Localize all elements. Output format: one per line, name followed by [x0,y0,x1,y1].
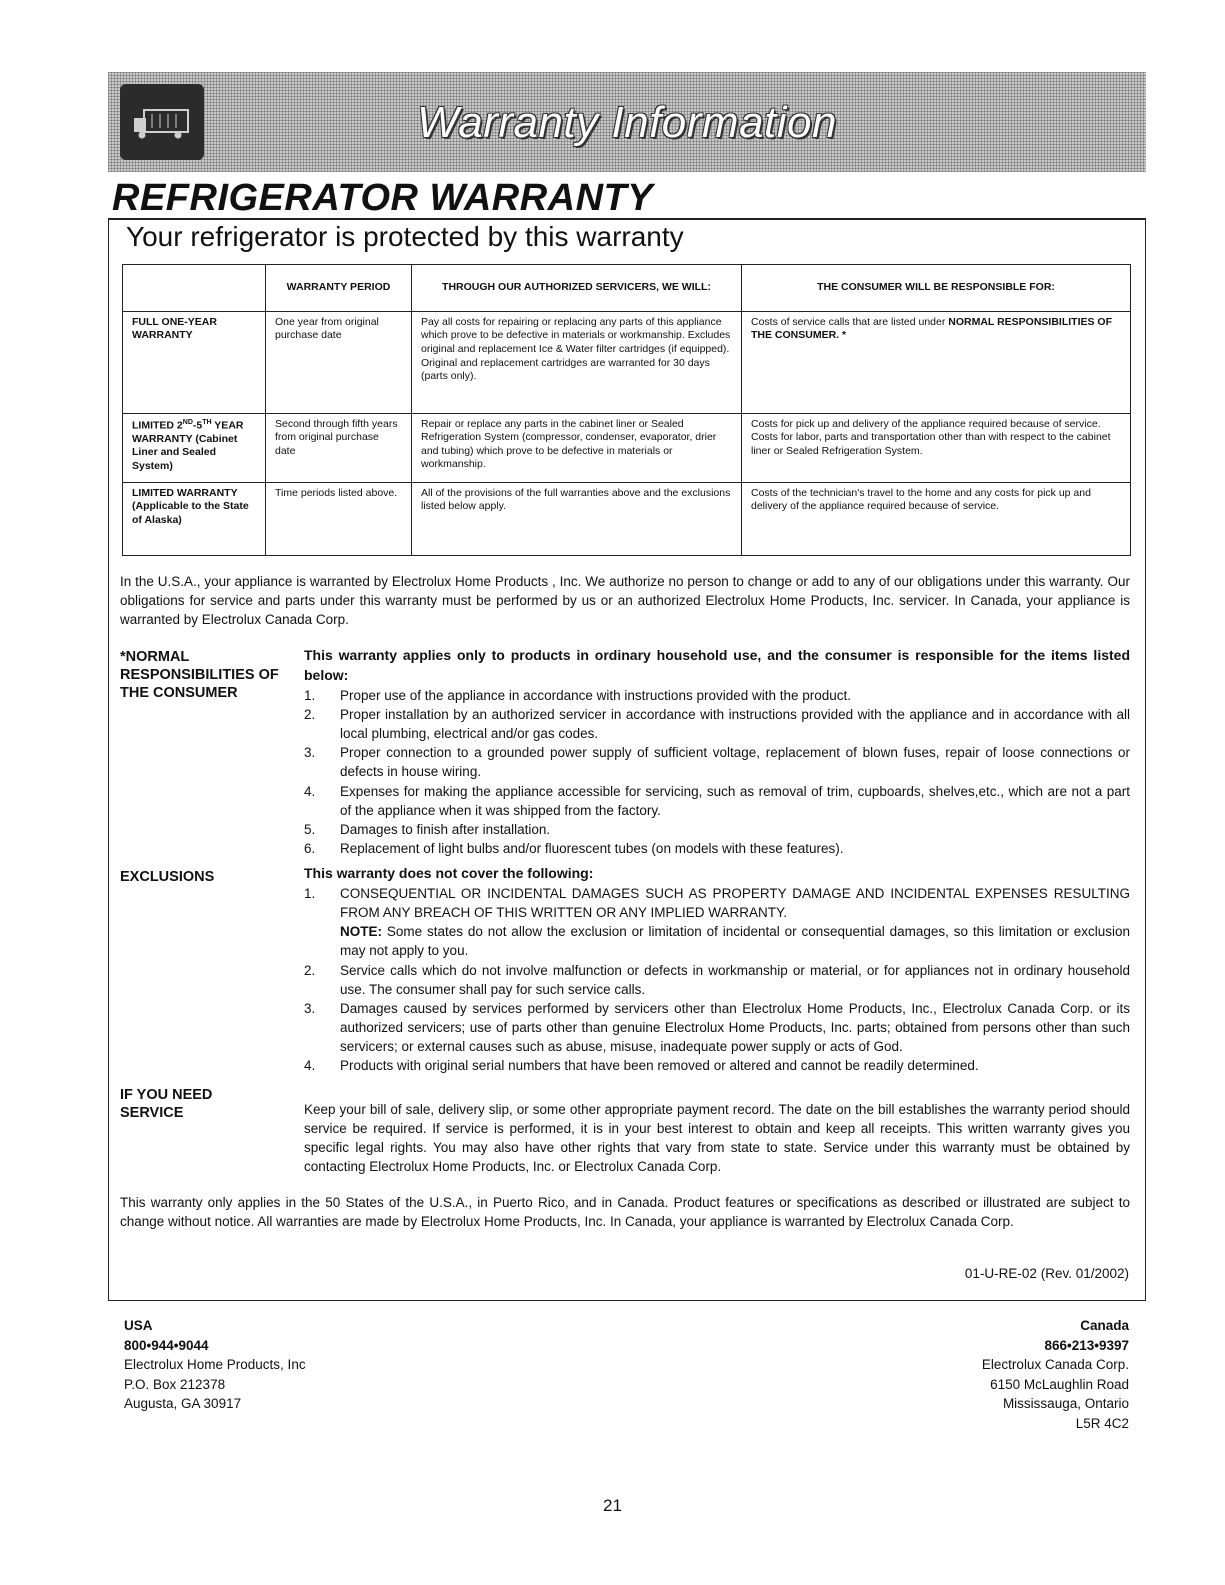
consumer-responsibility: Costs of the technician's travel to the home and any costs for pick up and delivery of the appliance required because of service. [742,482,1131,555]
item-text: Expenses for making the appliance accessible for servicing, such as removal of trim, cupboards, shelves,etc., which are not a part of the appliance when it was shipped from the factory. [340,783,1130,818]
warranty-coverage: All of the provisions of the full warranties above and the exclusions listed below apply. [412,482,742,555]
list-item [304,820,1130,839]
section-lead: This warranty does not cover the following: [304,865,594,881]
item-number: 1. [304,885,316,901]
warranty-coverage: Repair or replace any parts in the cabinet liner or Sealed Refrigeration System (compressor, condenser, evaporator, drier and tubing) which prove to be defective in materials or workmanship. [412,413,742,482]
item-text: Proper connection to a grounded power supply of sufficient voltage, replacement of blown fuses, repair of loose connections or defects in house wiring. [340,745,1130,780]
item-number: 3. [304,1000,316,1016]
canada-contact [982,1316,1129,1433]
list-item [304,961,1130,999]
list-item [304,999,1130,1056]
item-text: Service calls which do not involve malfunction or defects in workmanship or material, or for appliances not in ordinary household use. The consumer shall pay for such service calls. [340,962,1130,997]
page-title: REFRIGERATOR WARRANTY [112,177,654,219]
item-number: 3. [304,745,316,761]
banner-title: Warranty Information [416,98,837,147]
section-lead: This warranty applies only to products in ordinary household use, and the consumer is responsible for the items listed below: [304,647,1130,683]
warranty-period: One year from original purchase date [266,311,412,413]
list-item [304,705,1130,743]
country-name: USA [124,1318,153,1333]
item-number: 1. [304,687,316,703]
warranty-period: Second through fifth years from original purchase date [266,413,412,482]
warranty-type [123,413,266,482]
note-text: Some states do not allow the exclusion or limitation of incidental or consequential damages, so this limitation or exclusion may not apply to you. [340,924,1130,959]
item-number: 2. [304,706,316,722]
warranty-type: FULL ONE-YEAR WARRANTY [123,311,266,413]
warranty-period: Time periods listed above. [266,482,412,555]
list-item [304,782,1130,820]
table-header-cell: THE CONSUMER WILL BE RESPONSIBLE FOR: [742,265,1131,312]
warranty-coverage: Pay all costs for repairing or replacing any parts of this appliance which prove to be defective in materials or workmanship. Excludes original and replacement Ice & Water filter cartridges (if equipped). Original and replacement cartridges are warranted for 30 days (parts only). [412,311,742,413]
item-number: 5. [304,821,316,837]
item-number: 4. [304,783,316,799]
warranty-type: LIMITED WARRANTY (Applicable to the State of Alaska) [123,482,266,555]
closing-paragraph: This warranty only applies in the 50 States of the U.S.A., in Puerto Rico, and in Canada. Product features or specifications as described or illustrated are subject to change without notice. All warranties are made by Electrolux Home Products, Inc. In Canada, your appliance is warranted by Electrolux Canada Corp. [120,1195,1130,1230]
consumer-responsibility: Costs for pick up and delivery of the appliance required because of service. Costs for labor, parts and transportation other than with respect to the cabinet liner or Sealed Refrigeration System. [742,413,1131,482]
normal-responsibilities-label: *NORMAL RESPONSIBILITIES OF THE CONSUMER [120,649,279,702]
exclusions-label: EXCLUSIONS [120,869,215,885]
type-sup: ND [182,418,193,426]
table-header-cell: THROUGH OUR AUTHORIZED SERVICERS, WE WILL: [412,265,742,312]
item-number: 2. [304,962,316,978]
item-number: 6. [304,841,316,856]
address-line: Augusta, GA 30917 [124,1396,242,1412]
item-text: Products with original serial numbers that have been removed or altered and cannot be readily determined. [340,1058,979,1074]
address-line: P.O. Box 212378 [124,1376,226,1392]
consumer-text-bold: NORMAL RESPONSIBILITIES OF THE CONSUMER. * [751,315,1112,342]
normal-responsibilities-section [304,646,1130,858]
table-header-cell: WARRANTY PERIOD [266,265,412,312]
table-row [123,311,1131,413]
list-item [304,1056,1130,1075]
country-name: Canada [1080,1318,1129,1333]
page-number: 21 [603,1496,622,1515]
item-text: CONSEQUENTIAL OR INCIDENTAL DAMAGES SUCH AS PROPERTY DAMAGE AND INCIDENTAL EXPENSES RESULTING FROM ANY BREACH OF THIS WRITTEN OR ANY IMPLIED WARRANTY. [340,885,1130,921]
item-text: Proper installation by an authorized servicer in accordance with instructions provided with the appliance and in accordance with all local plumbing, electrical and/or gas codes. [340,706,1130,742]
intro-paragraph: In the U.S.A., your appliance is warranted by Electrolux Home Products , Inc. We authorize no person to change or add to any of our obligations under this warranty. Our obligations for service and parts under this warranty must be performed by us or an authorized Electrolux Home Products, Inc. servicer. In Canada, your appliance is warranted by Electrolux Canada Corp. [120,574,1130,628]
address-line: Mississauga, Ontario [1002,1396,1129,1412]
list-item [304,839,1130,858]
usa-contact [124,1316,306,1414]
address-line: Electrolux Canada Corp. [981,1357,1129,1373]
phone-number: 800•944•9044 [124,1337,209,1353]
item-text: Damages to finish after installation. [340,821,551,837]
type-text: -5 [192,419,203,432]
list-item [304,686,1130,705]
item-text: Proper use of the appliance in accordance with instructions provided with the product. [340,687,852,703]
responsibilities-list [304,686,1130,858]
address-line: 6150 McLaughlin Road [990,1376,1129,1392]
table-header-row [123,265,1131,312]
subtitle: Your refrigerator is protected by this warranty [126,221,684,252]
item-text: Damages caused by services performed by servicers other than Electrolux Home Products, Inc., Electrolux Canada Corp. or its authorized servicers; use of parts other than genuine Electrolux Home Products, Inc. parts; obtained from persons other than such servicers; or external causes such as abuse, misuse, inadequate power supply or acts of God. [340,1000,1130,1055]
item-text: Replacement of light bulbs and/or fluorescent tubes (on models with these features). [340,841,844,856]
table-header-cell [123,265,266,312]
type-text: LIMITED 2 [132,419,183,432]
exclusions-section [304,864,1130,1075]
service-text: Keep your bill of sale, delivery slip, or some other appropriate payment record. The date on the bill establishes the warranty period should service be required. If service is performed, it is in your best interest to obtain and keep all receipts. This written warranty gives you specific legal rights. You may also have other rights that vary from state to state. Service under this warranty must be obtained by contacting Electrolux Home Products, Inc. or Electrolux Canada Corp. [304,1102,1130,1175]
address-line: L5R 4C2 [1075,1415,1129,1431]
item-number: 4. [304,1058,316,1074]
table-row [123,482,1131,555]
consumer-responsibility [742,311,1131,413]
warranty-banner [108,72,1146,172]
warranty-table [122,264,1131,556]
list-item [304,743,1130,781]
revision-code: 01-U-RE-02 (Rev. 01/2002) [964,1266,1129,1281]
note-label: NOTE: [340,924,382,940]
address-line: Electrolux Home Products, Inc [124,1357,306,1373]
consumer-text: Costs of service calls that are listed under [751,315,949,328]
service-label: IF YOU NEED SERVICE [120,1087,213,1122]
type-text: YEAR WARRANTY (Cabinet Liner and Sealed System) [132,419,244,472]
type-sup: TH [202,418,212,426]
phone-number: 866•213•9397 [1044,1337,1129,1353]
exclusions-list [304,884,1130,1076]
list-item [304,884,1130,961]
table-row [123,413,1131,482]
